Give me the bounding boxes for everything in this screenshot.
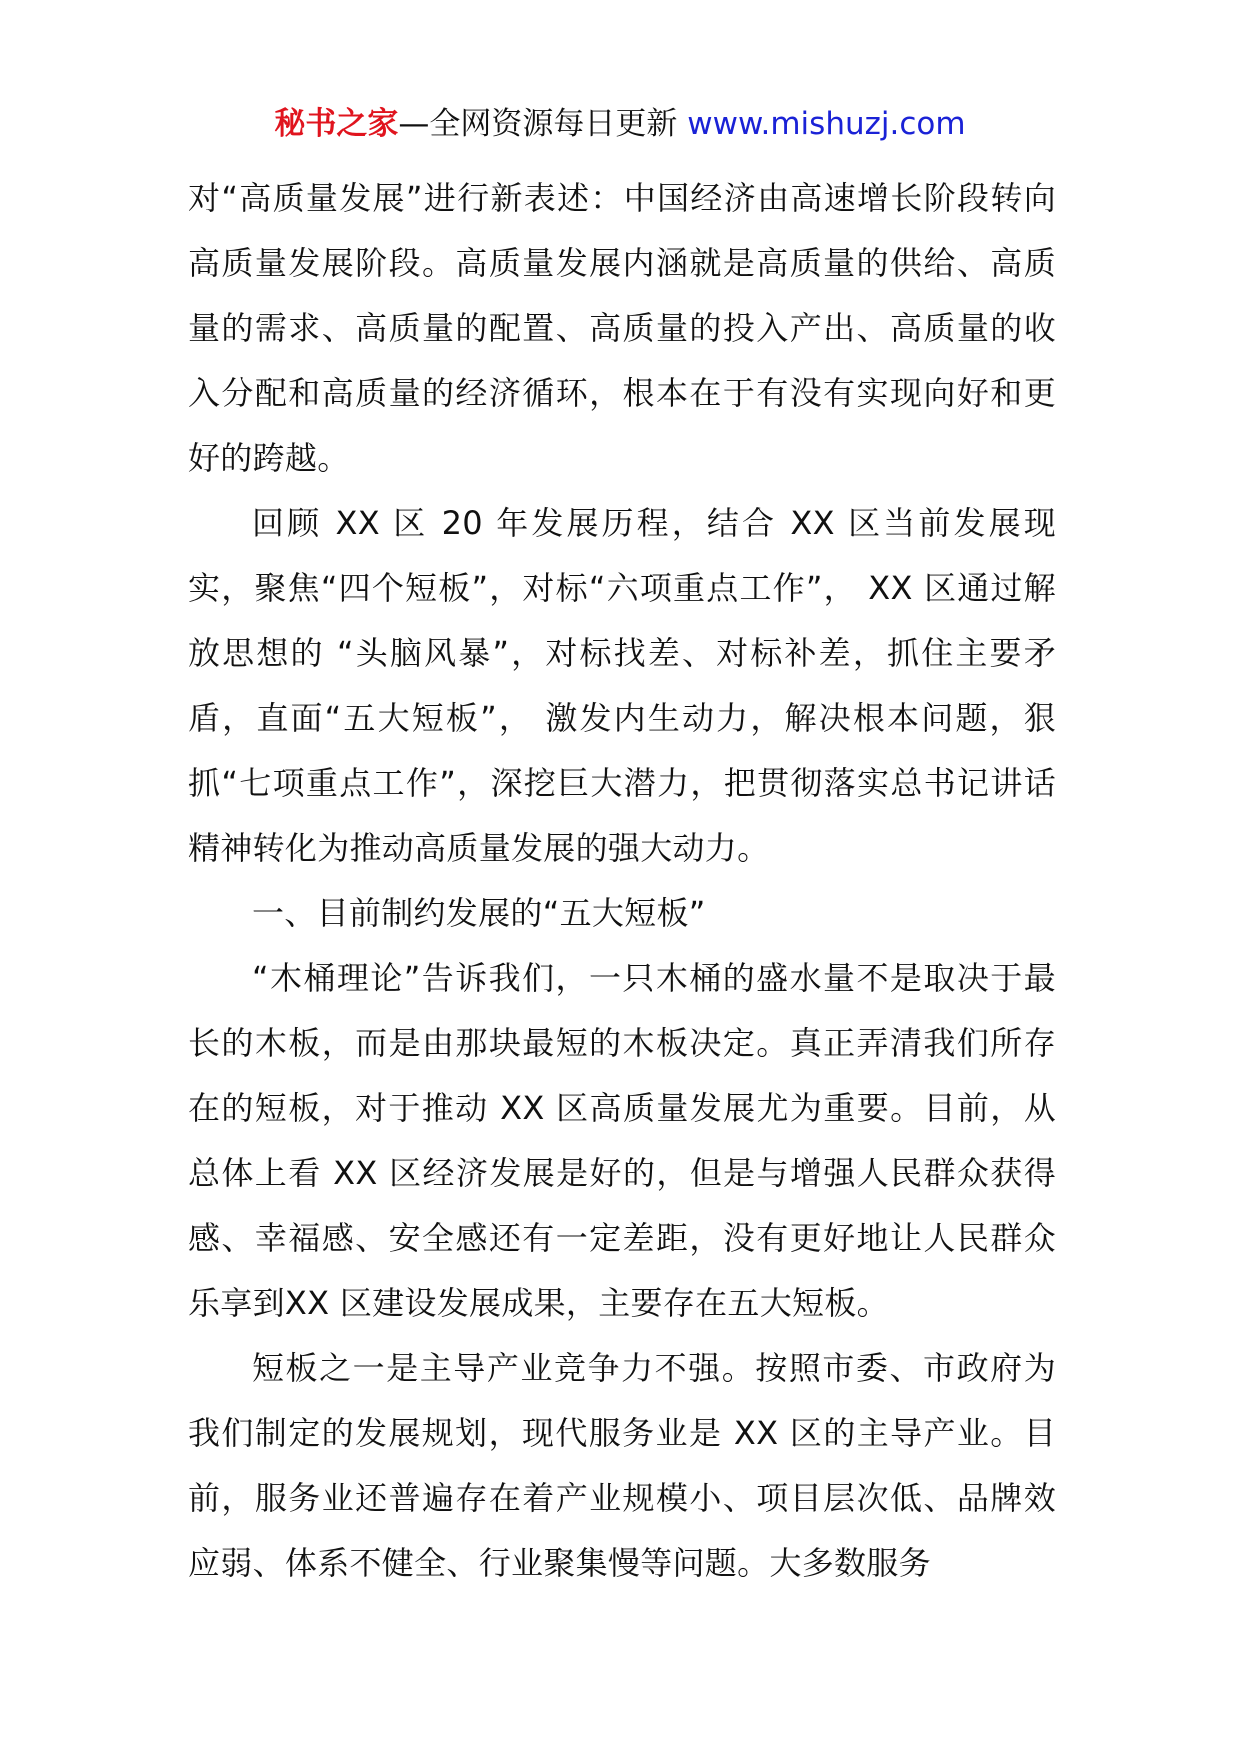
header-slogan: —全网资源每日更新 xyxy=(398,106,678,142)
document-body xyxy=(188,166,1056,1596)
header-website-link[interactable]: www.mishuzj.com xyxy=(687,106,966,142)
page-header xyxy=(0,100,1240,148)
paragraph: 回顾 XX 区 20 年发展历程，结合 XX 区当前发展现实，聚焦“四个短板”，对标“六项重点工作”， XX 区通过解放思想的 “头脑风暴”，对标找差、对标补差，抓住主要矛盾，直面“五大短板”， 激发内生动力，解决根本问题，狠抓“七项重点工作”，深挖巨大潜力，把贯彻落实总书记讲话精神转化为推动高质量发展的强大动力。 xyxy=(188,504,1056,867)
paragraph-continuation: 对“高质量发展”进行新表述：中国经济由高速增长阶段转向高质量发展阶段。高质量发展内涵就是高质量的供给、高质量的需求、高质量的配置、高质量的投入产出、高质量的收入分配和高质量的经济循环，根本在于有没有实现向好和更好的跨越。 xyxy=(188,179,1056,477)
header-brand: 秘书之家 xyxy=(274,106,399,142)
paragraph: “木桶理论”告诉我们，一只木桶的盛水量不是取决于最长的木板，而是由那块最短的木板决定。真正弄清我们所存在的短板，对于推动 XX 区高质量发展尤为重要。目前，从总体上看 XX 区经济发展是好的，但是与增强人民群众获得感、幸福感、安全感还有一定差距，没有更好地让人民群众乐享到XX 区建设发展成果，主要存在五大短板。 xyxy=(188,959,1056,1322)
paragraph: 短板之一是主导产业竞争力不强。按照市委、市政府为我们制定的发展规划，现代服务业是 XX 区的主导产业。目前，服务业还普遍存在着产业规模小、项目层次低、品牌效应弱、体系不健全、行业聚集慢等问题。大多数服务 xyxy=(188,1349,1056,1582)
section-heading: 一、目前制约发展的“五大短板” xyxy=(252,894,706,932)
